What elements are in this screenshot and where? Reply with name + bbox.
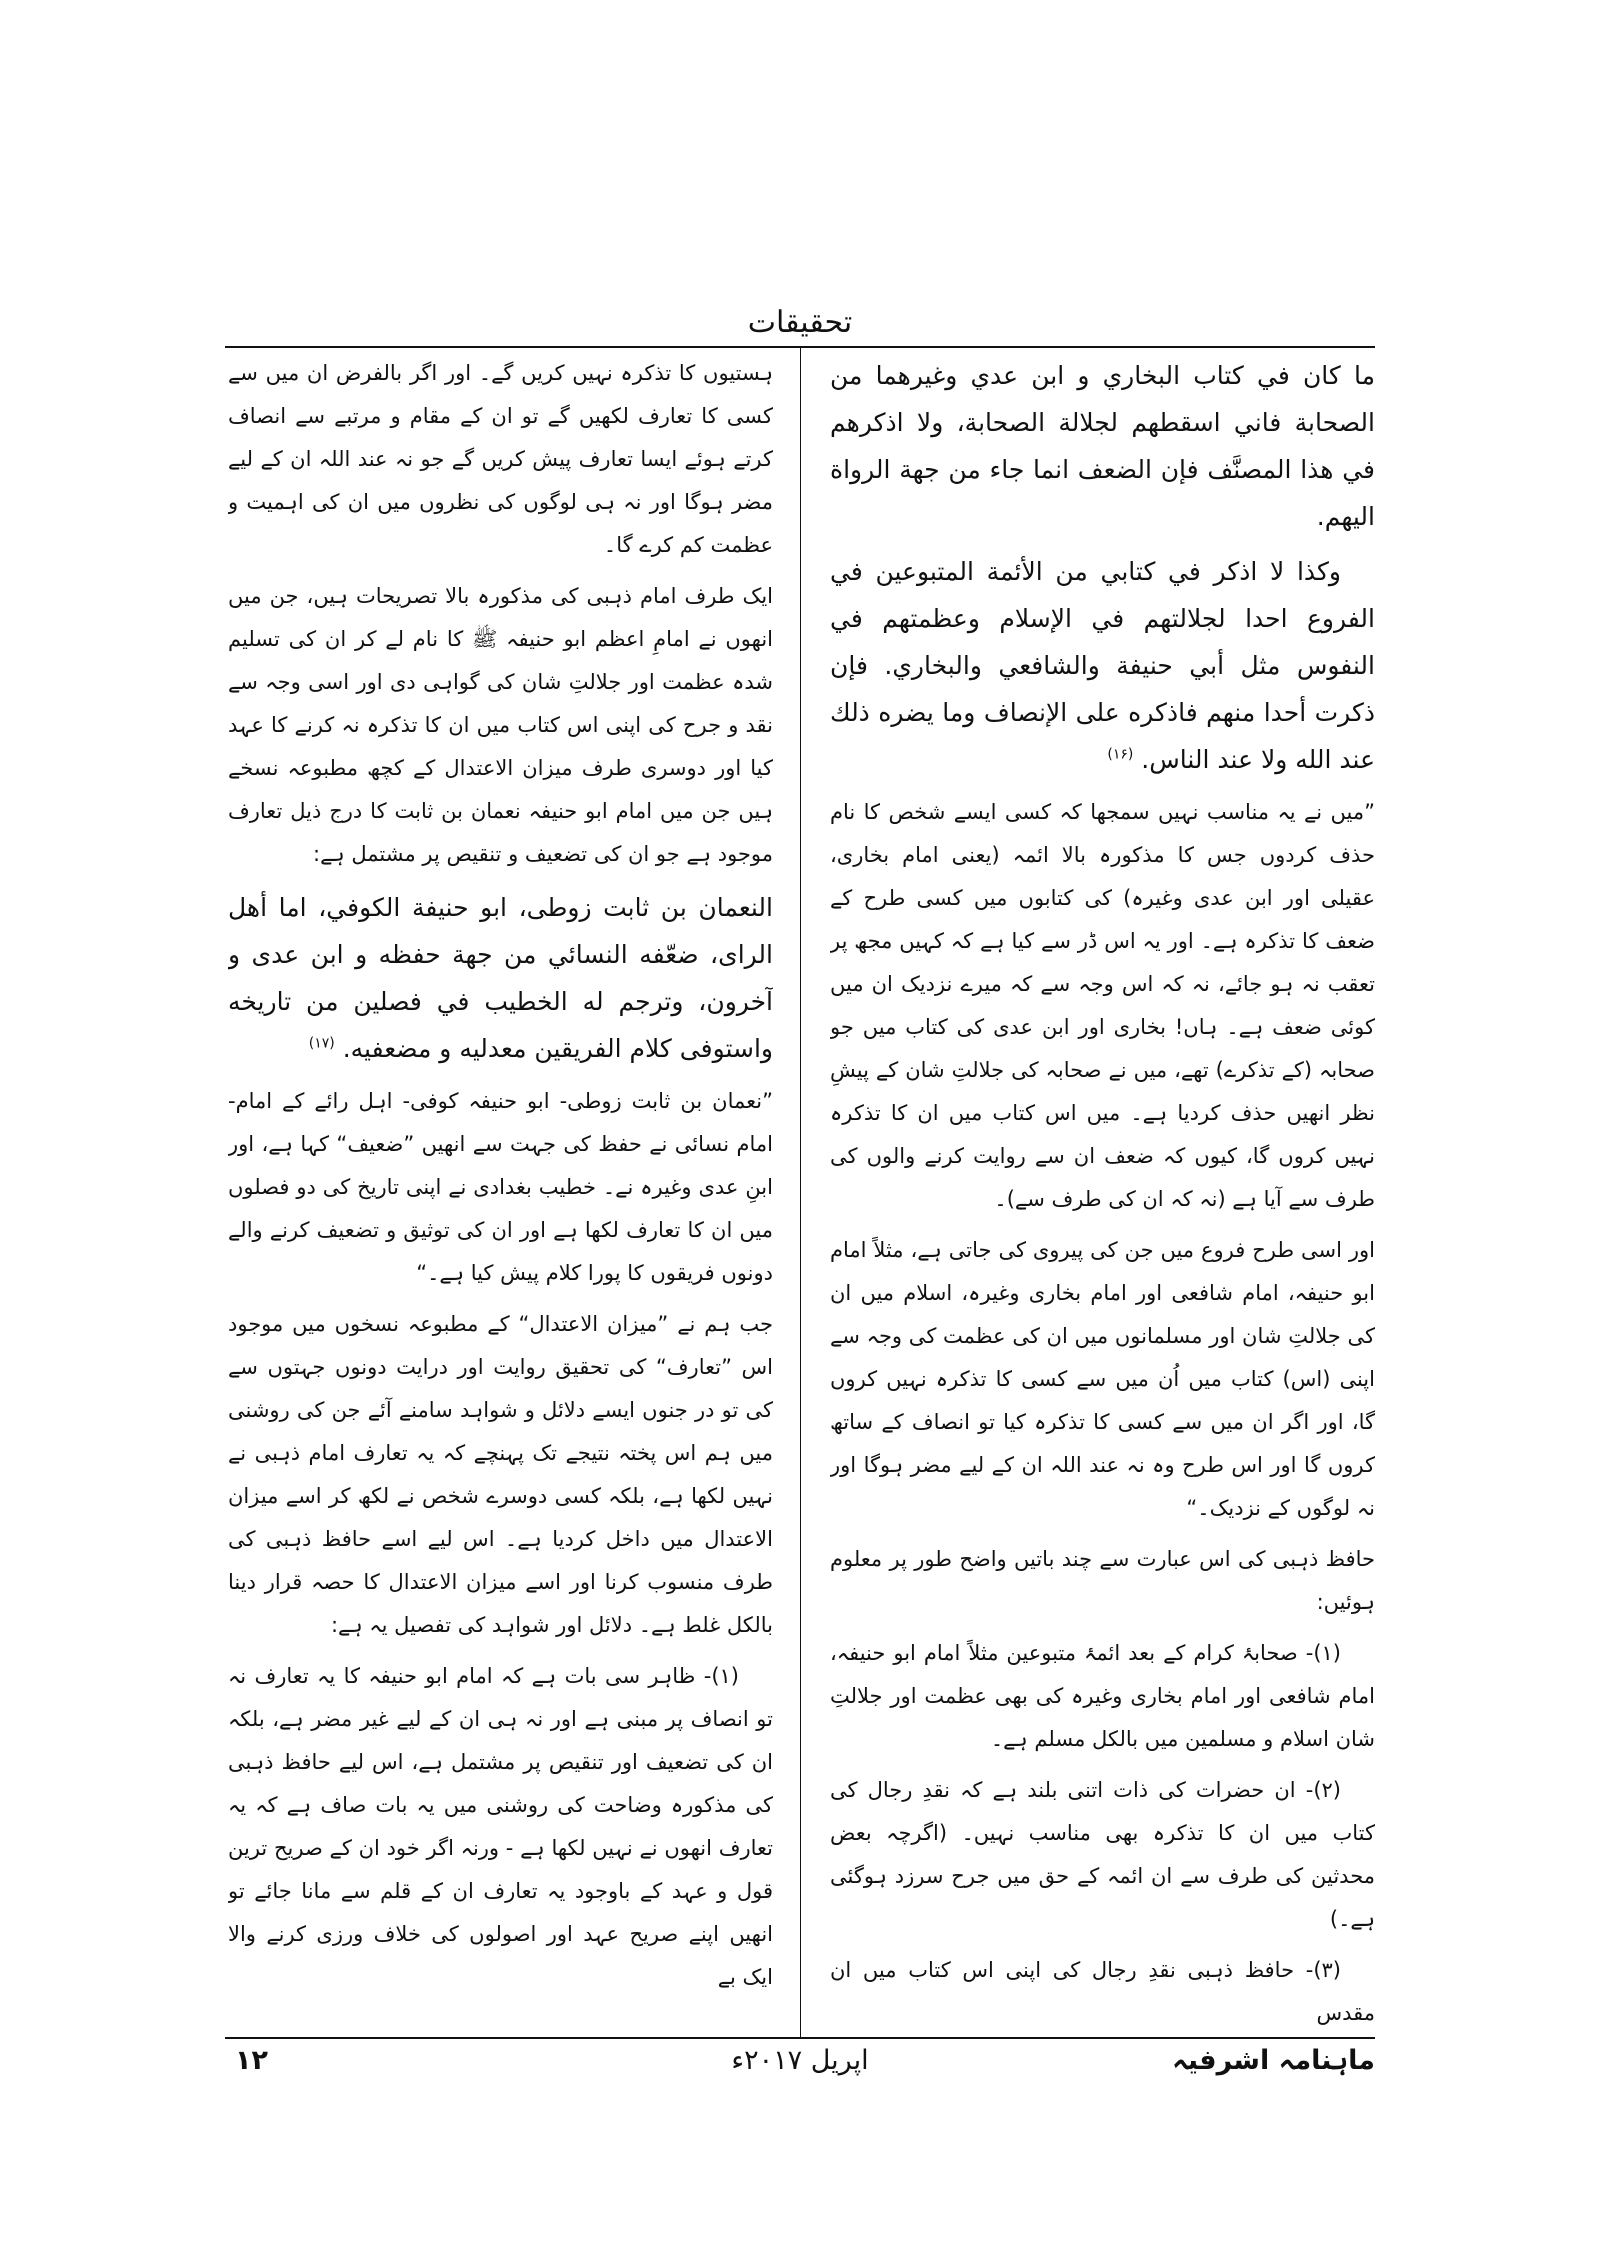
column-divider <box>800 348 801 2037</box>
urdu-point-paragraph: (۱)- صحابۂ کرام کے بعد ائمۂ متبوعین مثلاً امام ابو حنیفہ، امام شافعی اور امام بخاری وغیرہ کی بھی عظمت اور جلالتِ شان اسلام و مسلمین میں بالکل مسلم ہے۔ <box>830 1641 1375 1751</box>
footnote-mark: (۱۷) <box>308 1035 335 1052</box>
urdu-paragraph: جب ہم نے ”میزان الاعتدال“ کے مطبوعہ نسخوں میں موجود اس ”تعارف“ کی تحقیق روایت اور درایت دونوں جہتوں سے کی تو در جنوں ایسے دلائل و شواہد سامنے آئے جن کی روشنی میں ہم اس پختہ نتیجے تک پہنچے کہ یہ تعارف امام ذہبی نے نہیں لکھا ہے، بلکہ کسی دوسرے شخص نے لکھ کر اسے میزان الاعتدال میں داخل کردیا ہے۔ اس لیے اسے حافظ ذہبی کی طرف منسوب کرنا اور اسے میزان الاعتدال کا حصہ قرار دینا بالکل غلط ہے۔ دلائل اور شواہد کی تفصیل یہ ہے: <box>228 1312 773 1637</box>
arabic-quote-paragraph <box>228 884 773 1072</box>
urdu-translation-paragraph: اور اسی طرح فروع میں جن کی پیروی کی جاتی ہے، مثلاً امام ابو حنیفہ، امام شافعی اور امام بخاری وغیرہ، اسلام میں ان کی جلالتِ شان اور مسلمانوں میں ان کی عظمت کی وجہ سے اپنی (اس) کتاب میں اُن میں سے کسی کا تذکرہ نہیں کروں گا، اور اگر ان میں سے کسی کا تذکرہ کیا تو انصاف کے ساتھ کروں گا اور اس طرح وہ نہ عند اللہ ان کے لیے مضر ہوگا اور نہ لوگوں کے نزدیک۔“ <box>830 1238 1375 1520</box>
urdu-point-paragraph: (۲)- ان حضرات کی ذات اتنی بلند ہے کہ نقدِ رجال کی کتاب میں ان کا تذکرہ بھی مناسب نہیں۔ (اگرچہ بعض محدثین کی طرف سے ان ائمہ کے حق میں جرح سرزد ہوگئی ہے۔) <box>830 1778 1375 1931</box>
page-number: ۱۲ <box>235 2045 268 2076</box>
arabic-quote-paragraph <box>830 548 1375 783</box>
magazine-name: ماہنامہ اشرفیہ <box>1172 2045 1375 2076</box>
arabic-quote-text: النعمان بن ثابت زوطى، ابو حنيفة الكوفي، اما أهل الرای، ضعّفه النسائي من جهة حفظه و ابن عدی و آخرون، وترجم له الخطيب في فصلين من تاريخه واستوفى كلام الفريقين معدليه و مضعفيه. <box>228 893 773 1063</box>
issue-date: اپریل ۲۰۱۷ء <box>731 2045 869 2076</box>
left-column <box>228 352 773 2032</box>
urdu-paragraph: حافظ ذہبی کی اس عبارت سے چند باتیں واضح طور پر معلوم ہوئیں: <box>830 1547 1375 1614</box>
urdu-paragraph: ایک طرف امام ذہبی کی مذکورہ بالا تصریحات ہیں، جن میں انھوں نے امامِ اعظم ابو حنیفہ ﷺ کا نام لے کر ان کی تسلیم شدہ عظمت اور جلالتِ شان کی گواہی دی اور اسی وجہ سے نقد و جرح کی اپنی اس کتاب میں ان کا تذکرہ نہ کرنے کا عہد کیا اور دوسری طرف میزان الاعتدال کے کچھ مطبوعہ نسخے ہیں جن میں امام ابو حنیفہ نعمان بن ثابت کا درج ذیل تعارف موجود ہے جو ان کی تضعیف و تنقیص پر مشتمل ہے: <box>228 584 773 866</box>
urdu-paragraph: ہستیوں کا تذکرہ نہیں کریں گے۔ اور اگر بالفرض ان میں سے کسی کا تعارف لکھیں گے تو ان کے مقام و مرتبے سے انصاف کرتے ہوئے ایسا تعارف پیش کریں گے جو نہ عند اللہ ان کے لیے مضر ہوگا اور نہ ہی لوگوں کی نظروں میں ان کی اہمیت و عظمت کم کرے گا۔ <box>228 361 773 557</box>
section-title: تحقیقات <box>747 305 853 340</box>
arabic-quote-paragraph: ما كان في كتاب البخاري و ابن عدي وغيرهما من الصحابة فاني اسقطهم لجلالة الصحابة، ولا اذكرهم في هذا المصنَّف فإن الضعف انما جاء من جهة الرواة اليهم. <box>830 361 1375 531</box>
right-column <box>830 352 1375 2032</box>
arabic-quote-text: وكذا لا اذكر في كتابي من الأئمة المتبوعين في الفروع احدا لجلالتهم في الإسلام وعظمتهم في النفوس مثل أبي حنيفة والشافعي والبخاري. فإن ذكرت أحدا منهم فاذكره على الإنصاف وما يضره ذلك عند الله ولا عند الناس. <box>830 557 1375 774</box>
urdu-point-paragraph: (۱)- ظاہر سی بات ہے کہ امام ابو حنیفہ کا یہ تعارف نہ تو انصاف پر مبنی ہے اور نہ ہی ان کے لیے غیر مضر ہے، بلکہ ان کی تضعیف اور تنقیص پر مشتمل ہے، اس لیے حافظ ذہبی کی مذکورہ وضاحت کی روشنی میں یہ بات صاف ہے کہ یہ تعارف انھوں نے نہیں لکھا ہے - ورنہ اگر خود ان کے صریح ترین قول و عہد کے باوجود یہ تعارف ان کے قلم سے مانا جائے تو انھیں اپنے صریح عہد اور اصولوں کی خلاف ورزی کرنے والا ایک بے <box>228 1664 773 1989</box>
urdu-translation-paragraph: ”میں نے یہ مناسب نہیں سمجھا کہ کسی ایسے شخص کا نام حذف کردوں جس کا مذکورہ بالا ائمہ (یعنی امام بخاری، عقیلی اور ابن عدی وغیرہ) کی کتابوں میں کسی طرح کے ضعف کا تذکرہ ہے۔ اور یہ اس ڈر سے کیا ہے کہ کہیں مجھ پر تعقب نہ ہو جائے، نہ کہ اس وجہ سے کہ میرے نزدیک ان میں کوئی ضعف ہے۔ ہاں! بخاری اور ابن عدی کی کتاب میں جو صحابہ (کے تذکرے) تھے، میں نے صحابہ کی جلالتِ شان کے پیشِ نظر انھیں حذف کردیا ہے۔ میں اس کتاب میں ان کا تذکرہ نہیں کروں گا، کیوں کہ ضعف ان سے روایت کرنے والوں کی طرف سے آیا ہے (نہ کہ ان کی طرف سے)۔ <box>830 800 1375 1211</box>
footnote-mark: (۱۶) <box>1107 746 1134 763</box>
page-footer <box>225 2043 1375 2087</box>
urdu-translation-paragraph: ”نعمان بن ثابت زوطی- ابو حنیفہ کوفی- اہل رائے کے امام- امام نسائی نے حفظ کی جہت سے انھیں ”ضعیف“ کہا ہے، اور ابنِ عدی وغیرہ نے۔ خطیب بغدادی نے اپنی تاریخ کی دو فصلوں میں ان کا تعارف لکھا ہے اور ان کی توثیق و تضعیف کرنے والے دونوں فریقوں کا پورا کلام پیش کیا ہے۔“ <box>228 1089 773 1285</box>
footer-rule <box>225 2037 1375 2039</box>
urdu-point-paragraph: (۳)- حافظ ذہبی نقدِ رجال کی اپنی اس کتاب میں ان مقدس <box>830 1958 1375 2025</box>
